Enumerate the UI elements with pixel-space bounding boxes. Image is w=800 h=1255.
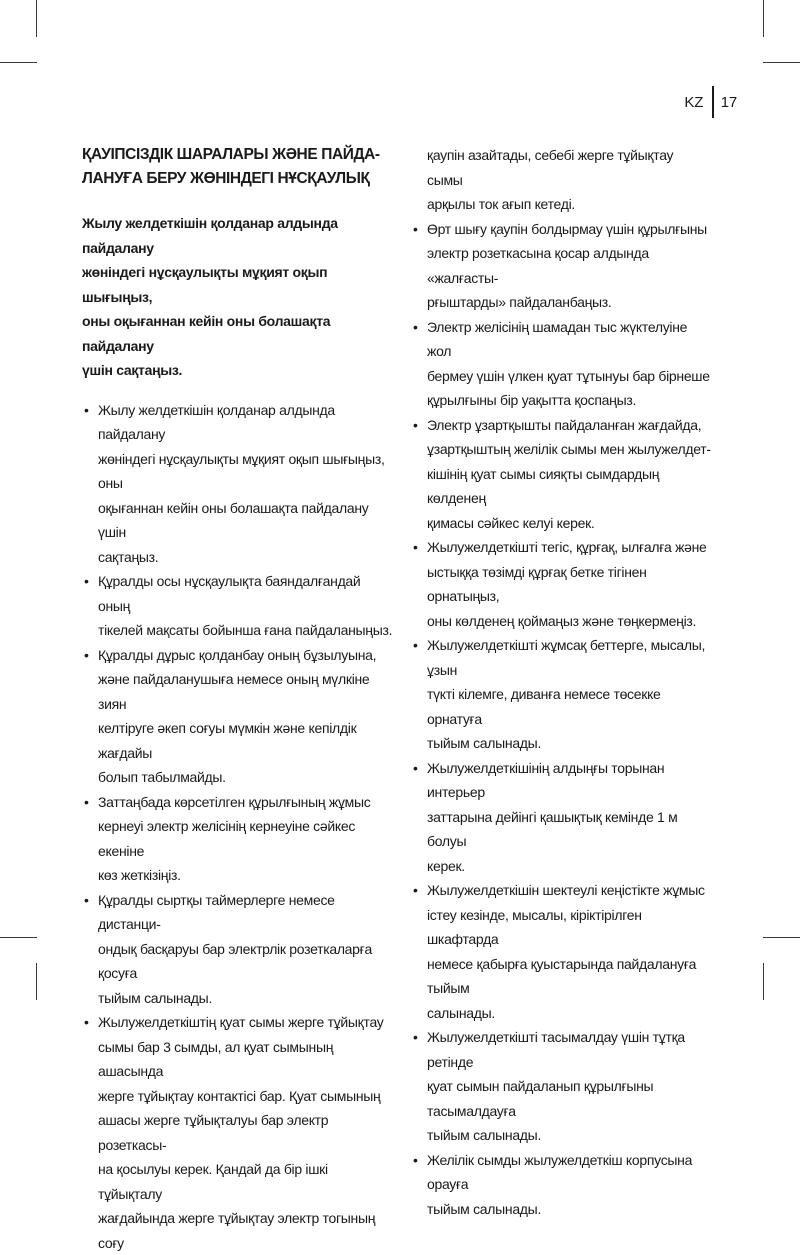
list-item-text: Құралды дұрыс қолданбау оның бұзылуына, және пайдаланушыға немесе оның мүлкіне зиян келтіруге әкеп соғуы мүмкін және кепілдік жағдайы болып табылмайды. xyxy=(98,647,376,786)
list-item-text: Электр ұзартқышты пайдаланған жағдайда, ұзартқыштың желілік сымы мен жылужелдет- кішінің қуат сымы сияқты сымдардың көлденең қимасы сәйкес келуі керек. xyxy=(427,417,711,531)
bullet-icon: • xyxy=(413,535,418,560)
list-item xyxy=(82,888,394,1011)
list-item xyxy=(82,569,394,643)
page-header xyxy=(684,90,737,114)
crop-mark-top-left xyxy=(36,0,37,37)
list-item xyxy=(82,790,394,888)
bullet-icon: • xyxy=(84,398,89,423)
list-item-text: Жылу желдеткішін қолданар алдында пайдалану жөніндегі нұсқаулықты мұқият оқып шығыңыз, оны оқығаннан кейін оны болашақта пайдалану үшін сақтаңыз. xyxy=(98,402,385,565)
crop-mark-bottom-left xyxy=(36,963,37,1000)
bullet-icon: • xyxy=(84,643,89,668)
left-column xyxy=(82,143,394,1255)
language-code: KZ xyxy=(684,94,703,111)
list-item-text: Жылужелдеткіштің қуат сымы жерге тұйықтау сымы бар 3 сымды, ал қуат сымының ашасында жерге тұйықтау контактісі бар. Қуат сымының ашасы жерге тұйықталуы бар электр розеткасы- на қосылуы керек. Қандай да бір ішкі тұйықталу жағдайында жерге тұйықтау электр тогының соғу xyxy=(98,1014,384,1251)
right-column xyxy=(411,143,711,1221)
bullet-icon: • xyxy=(84,888,89,913)
list-item xyxy=(411,1148,711,1222)
bullet-icon: • xyxy=(84,569,89,594)
list-item xyxy=(411,413,711,536)
list-item-text: Құралды сыртқы таймерлерге немесе дистанци- ондық басқаруы бар электрлік розеткаларға қосуға тыйым салынады. xyxy=(98,892,372,1006)
list-item xyxy=(411,535,711,633)
list-item-text: қаупін азайтады, себебі жерге тұйықтау сымы арқылы ток ағып кетеді. xyxy=(427,147,673,212)
safety-list-right xyxy=(411,143,711,1221)
bullet-icon: • xyxy=(413,633,418,658)
list-item-text: Желілік сымды жылужелдеткіш корпусына орауға тыйым салынады. xyxy=(427,1152,692,1217)
crop-mark-left-top xyxy=(0,62,37,63)
list-item xyxy=(82,1010,394,1255)
bullet-icon: • xyxy=(413,1148,418,1173)
list-item xyxy=(411,756,711,879)
bullet-icon: • xyxy=(413,878,418,903)
list-item-text: Өрт шығу қаупін болдырмау үшін құрылғыны электр розеткасына қосар алдында «жалғасты- рғыштарды» пайдаланбаңыз. xyxy=(427,221,707,311)
list-item xyxy=(411,217,711,315)
list-item-text: Жылужелдеткішті тасымалдау үшін тұтқа ретінде қуат сымын пайдаланып құрылғыны тасымалдауға тыйым салынады. xyxy=(427,1029,685,1143)
list-item-text: Заттаңбада көрсетілген құрылғының жұмыс кернеуі электр желісінің кернеуіне сәйкес екеніне көз жеткізіңіз. xyxy=(98,794,370,884)
list-item xyxy=(411,1025,711,1148)
bullet-icon: • xyxy=(84,1010,89,1035)
crop-mark-top-right xyxy=(763,0,764,37)
list-item xyxy=(82,643,394,790)
bullet-icon: • xyxy=(413,413,418,438)
bullet-icon: • xyxy=(84,790,89,815)
header-divider xyxy=(712,86,714,118)
list-item-continuation xyxy=(411,143,711,217)
list-item-text: Жылужелдеткішінің алдыңғы торынан интерьер заттарына дейінгі қашықтық кемінде 1 м болуы керек. xyxy=(427,760,677,874)
list-item-text: Жылужелдеткішті жұмсақ беттерге, мысалы, ұзын түкті кілемге, диванға немесе төсекке орнатуға тыйым салынады. xyxy=(427,637,705,751)
list-item-text: Электр желісінің шамадан тыс жүктелуіне жол бермеу үшін үлкен қуат тұтынуы бар бірнеше құрылғыны бір уақытта қоспаңыз. xyxy=(427,319,710,409)
list-item xyxy=(411,878,711,1025)
bullet-icon: • xyxy=(413,217,418,242)
intro-paragraph: Жылу желдеткішін қолданар алдында пайдалану жөніндегі нұсқаулықты мұқият оқып шығыңыз, оны оқығаннан кейін оны болашақта пайдалану үшін сақтаңыз. xyxy=(82,211,394,383)
bullet-icon: • xyxy=(413,1025,418,1050)
crop-mark-right-bottom xyxy=(763,937,800,938)
list-item xyxy=(411,633,711,756)
list-item xyxy=(411,315,711,413)
list-item-text: Құралды осы нұсқаулықта баяндалғандай оның тікелей мақсаты бойынша ғана пайдаланыңыз. xyxy=(98,573,392,638)
crop-mark-bottom-right xyxy=(763,963,764,1000)
safety-list-left xyxy=(82,398,394,1255)
bullet-icon: • xyxy=(413,315,418,340)
section-title: ҚАУІПСІЗДІК ШАРАЛАРЫ ЖӘНЕ ПАЙДА- ЛАНУҒА БЕРУ ЖӨНІНДЕГІ НҰСҚАУЛЫҚ xyxy=(82,143,394,191)
list-item-text: Жылужелдеткішін шектеулі кеңістікте жұмыс істеу кезінде, мысалы, кіріктірілген шкафтарда немесе қабырға қуыстарында пайдалануға тыйым салынады. xyxy=(427,882,705,1021)
bullet-icon: • xyxy=(413,756,418,781)
list-item xyxy=(82,398,394,570)
page-number: 17 xyxy=(721,94,737,111)
crop-mark-right-top xyxy=(763,62,800,63)
list-item-text: Жылужелдеткішті тегіс, құрғақ, ылғалға және ыстыққа төзімді құрғақ бетке тігінен орнатыңыз, оны көлденең қоймаңыз және төңкермеңіз. xyxy=(427,539,707,629)
crop-mark-left-bottom xyxy=(0,937,37,938)
